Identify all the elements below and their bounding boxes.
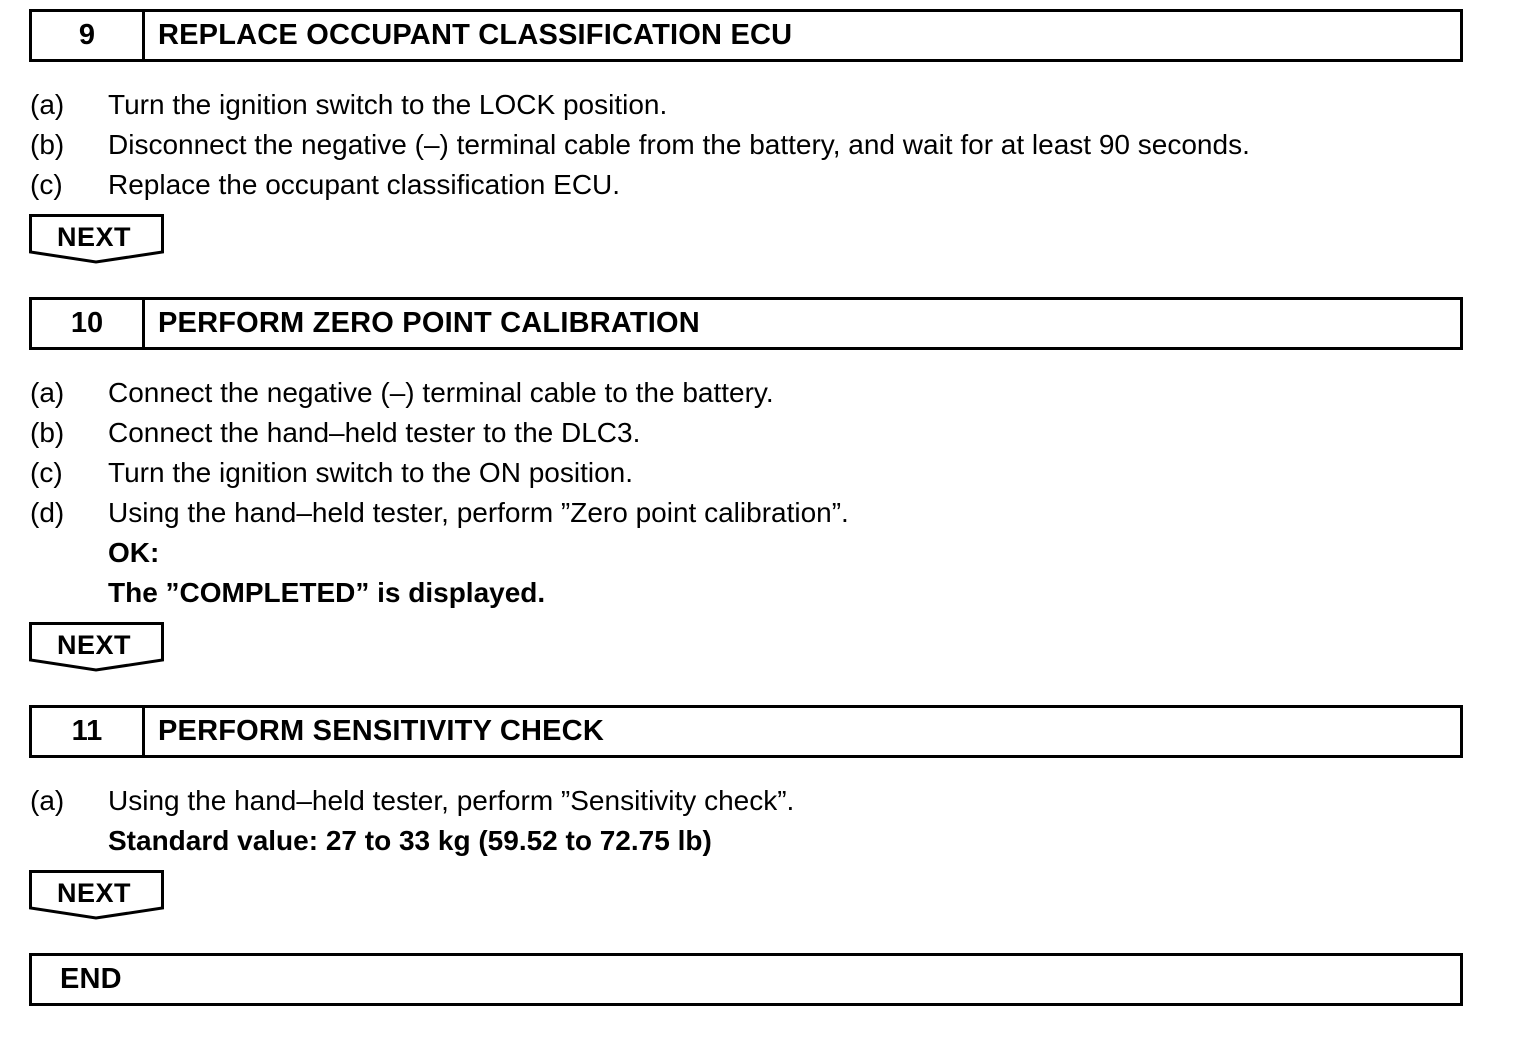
item-letter: (c) — [30, 457, 63, 488]
step-title: PERFORM ZERO POINT CALIBRATION — [158, 307, 700, 339]
list-item — [30, 89, 667, 121]
step-11-header — [29, 705, 1463, 758]
item-letter: (c) — [30, 169, 63, 200]
next-label: NEXT — [56, 878, 131, 908]
item-text: Using the hand–held tester, perform ”Sensitivity check”. — [108, 785, 795, 816]
item-text: Disconnect the negative (–) terminal cable from the battery, and wait for at least 90 seconds. — [108, 129, 1250, 160]
item-text: Turn the ignition switch to the LOCK position. — [108, 89, 668, 120]
step-title: PERFORM SENSITIVITY CHECK — [158, 715, 604, 747]
item-text: Using the hand–held tester, perform ”Zero point calibration”. — [108, 497, 849, 528]
list-item — [30, 169, 620, 201]
item-text: Replace the occupant classification ECU. — [108, 169, 621, 200]
item-letter: (b) — [30, 129, 65, 160]
next-label: NEXT — [56, 222, 131, 252]
step-number: 9 — [32, 12, 145, 59]
item-letter: (b) — [30, 417, 65, 448]
step-9-header — [29, 9, 1463, 62]
next-label: NEXT — [56, 630, 131, 660]
list-item — [30, 377, 774, 409]
end-label: END — [60, 963, 122, 995]
list-item — [30, 457, 633, 489]
step-10-header — [29, 297, 1463, 350]
list-item — [30, 417, 640, 449]
item-text: Turn the ignition switch to the ON position. — [108, 457, 633, 488]
item-text: Connect the hand–held tester to the DLC3. — [108, 417, 641, 448]
next-button[interactable] — [29, 622, 165, 674]
item-text: Connect the negative (–) terminal cable to the battery. — [108, 377, 774, 408]
item-letter: (a) — [30, 785, 65, 816]
list-item — [30, 785, 794, 817]
ok-criteria: The ”COMPLETED” is displayed. — [108, 577, 546, 608]
end-box — [29, 953, 1463, 1006]
item-letter: (d) — [30, 497, 65, 528]
ok-label: OK: — [108, 537, 160, 568]
next-button[interactable] — [29, 214, 165, 266]
step-title: REPLACE OCCUPANT CLASSIFICATION ECU — [158, 19, 793, 51]
step-number: 10 — [32, 300, 145, 347]
list-item — [30, 497, 849, 529]
list-item — [30, 129, 1250, 161]
next-button[interactable] — [29, 870, 165, 922]
item-letter: (a) — [30, 377, 65, 408]
item-letter: (a) — [30, 89, 65, 120]
standard-value: Standard value: 27 to 33 kg (59.52 to 72.75 lb) — [108, 825, 712, 856]
step-number: 11 — [32, 708, 145, 755]
